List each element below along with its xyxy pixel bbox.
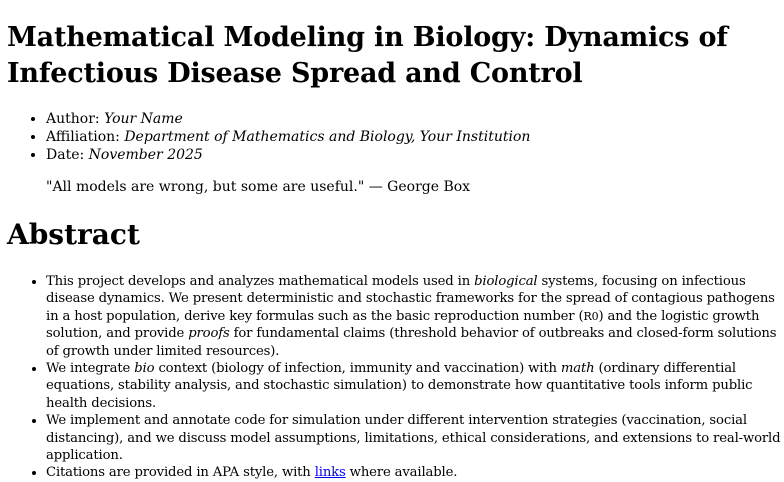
author-label: Author:: [46, 111, 100, 127]
epigraph-quote: "All models are wrong, but some are useful." — George Box: [46, 179, 471, 195]
citations-text-a: Citations are provided in APA style, with: [46, 465, 315, 481]
integration-emphasis-bio: bio: [134, 361, 155, 377]
metadata-list: [0, 110, 530, 164]
overview-text-b: systems, focusing on infectious disease dynamics. We present deterministic and stochastic frameworks for the spread of contagious pathogens in a host population, derive key formulas such as the basic reproduction number (: [46, 274, 775, 324]
integration-text-b: context (biology of infection, immunity and vaccination) with: [154, 361, 561, 377]
abstract-list: [0, 273, 782, 482]
abstract-item-implementation: • We implement and annotate code for simulation under different intervention strategies (vaccination, social distancing), and we discuss model assumptions, limitations, ethical considerations, and extensions to real-world application.: [46, 412, 782, 464]
r0-symbol: R0: [583, 309, 599, 323]
overview-emphasis-proofs: proofs: [188, 326, 230, 342]
integration-emphasis-math: math: [560, 361, 595, 377]
citations-text-b: where available.: [345, 465, 458, 481]
links-link[interactable]: links: [314, 465, 346, 481]
overview-text-c: ) and the logistic growth solution, and provide: [46, 308, 760, 342]
date-value: November 2025: [88, 147, 203, 163]
abstract-item-overview: [46, 273, 782, 360]
affiliation-item: [46, 128, 530, 146]
overview-text-a: This project develops and analyzes mathematical models used in: [46, 274, 475, 289]
date-item: [46, 146, 530, 164]
affiliation-label: Affiliation:: [46, 129, 120, 145]
abstract-heading: Abstract: [7, 218, 140, 251]
abstract-item-citations: [46, 464, 782, 481]
author-item: [46, 110, 530, 128]
overview-emphasis-biological: biological: [474, 274, 538, 289]
page-title: Mathematical Modeling in Biology: Dynamics of Infectious Disease Spread and Control: [7, 22, 728, 89]
integration-text-c: (ordinary differential equations, stability analysis, and stochastic simulation) to demonstrate how quantitative tools inform public health decisions.: [46, 361, 753, 411]
author-value: Your Name: [104, 111, 183, 127]
overview-text-d: for fundamental claims (threshold behavior of outbreaks and closed-form solutions of growth under limited resources).: [46, 326, 777, 359]
abstract-item-integration: [46, 360, 782, 412]
affiliation-value: Department of Mathematics and Biology, Your Institution: [124, 129, 531, 145]
integration-text-a: We integrate: [46, 361, 135, 377]
date-label: Date:: [46, 147, 85, 163]
